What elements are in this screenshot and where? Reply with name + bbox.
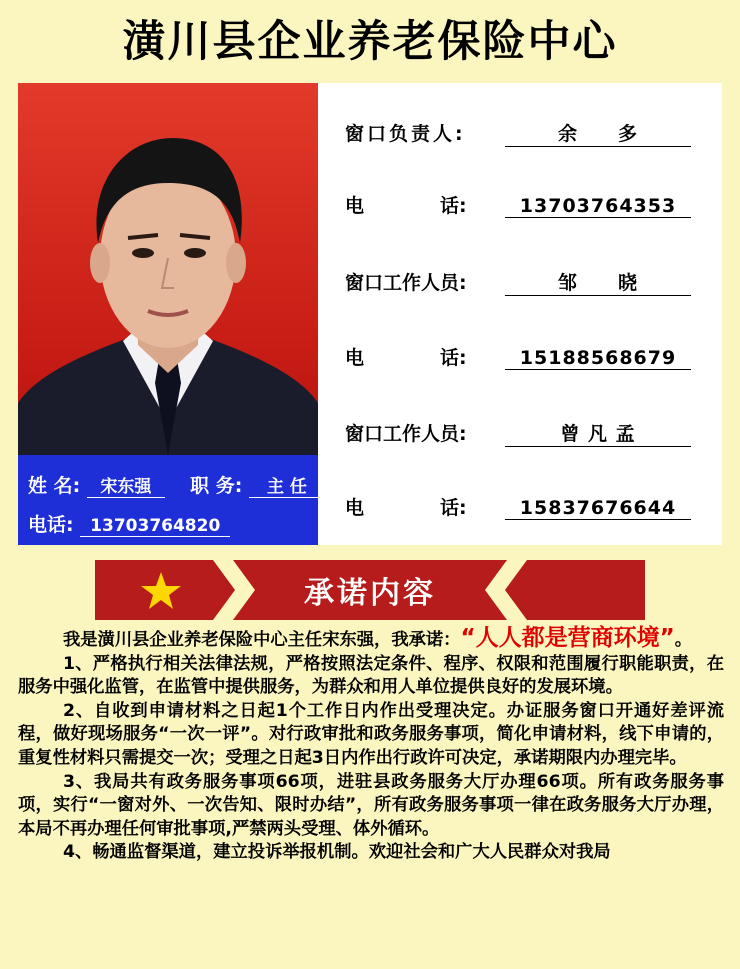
portrait-illustration — [18, 83, 318, 455]
page-title: 潢川县企业养老保险中心 — [122, 17, 618, 67]
contact-value: 15188568679 — [505, 347, 691, 370]
contact-label: 窗口工作人员: — [345, 272, 467, 294]
contact-label: 电 话: — [345, 195, 467, 217]
contact-row — [345, 268, 691, 296]
contact-value: 曾 凡 孟 — [505, 419, 691, 447]
contact-label: 窗口负责人: — [345, 123, 466, 145]
chief-post-label: 职 务: — [190, 475, 243, 497]
slogan: “人人都是营商环境” — [460, 625, 675, 651]
contact-row — [345, 191, 691, 218]
chief-portrait — [18, 83, 318, 455]
chief-name: 宋东强 — [87, 472, 165, 498]
contact-row — [345, 343, 691, 370]
commitment-item: 1、严格执行相关法律法规，严格按照法定条件、程序、权限和范围履行职能职责，在服务中强化监管，在监管中提供服务，为群众和用人单位提供良好的发展环境。 — [18, 653, 724, 698]
commitment-item: 4、畅通监督渠道，建立投诉举报机制。欢迎社会和广大人民群众对我局 — [62, 842, 611, 863]
chief-name-label: 姓 名: — [28, 475, 81, 497]
chief-phone-label: 电话: — [28, 514, 74, 536]
contact-value: 邹 晓 — [505, 268, 691, 296]
contact-label: 电 话: — [345, 497, 467, 519]
commitment-banner — [95, 560, 645, 620]
commitment-intro: 我是潢川县企业养老保险中心主任宋东强，我承诺：“人人都是营商环境”。 — [62, 625, 692, 651]
contact-value: 13703764353 — [505, 195, 691, 218]
commitment-text — [18, 627, 724, 865]
contact-label: 电 话: — [345, 347, 467, 369]
contact-label: 窗口工作人员: — [345, 423, 467, 445]
chief-info-panel — [18, 455, 318, 545]
contact-row — [345, 419, 691, 447]
contact-row — [345, 493, 691, 520]
contact-value: 余 多 — [505, 119, 691, 147]
contact-row — [345, 119, 691, 147]
chief-card — [18, 83, 318, 545]
contact-value: 15837676644 — [505, 497, 691, 520]
window-contacts — [318, 83, 722, 545]
chief-phone: 13703764820 — [80, 516, 230, 537]
banner-title: 承诺内容 — [304, 576, 436, 611]
commitment-item: 2、自收到申请材料之日起1个工作日内作出受理决定。办证服务窗口开通好差评流程，做好现场服务“一次一评”。对行政审批和政务服务事项，简化申请材料，线下申请的，重复性材料只需提交一次；受理之日起3日内作出行政许可决定，承诺期限内办理完毕。 — [18, 700, 724, 768]
chief-post: 主 任 — [249, 472, 325, 498]
commitment-item: 3、我局共有政务服务事项66项，进驻县政务服务大厅办理66项。所有政务服务事项，实行“一窗对外、一次告知、限时办结”，所有政务服务事项一律在政务服务大厅办理，本局不再办理任何审批事项,严禁两头受理、体外循环。 — [18, 771, 724, 839]
